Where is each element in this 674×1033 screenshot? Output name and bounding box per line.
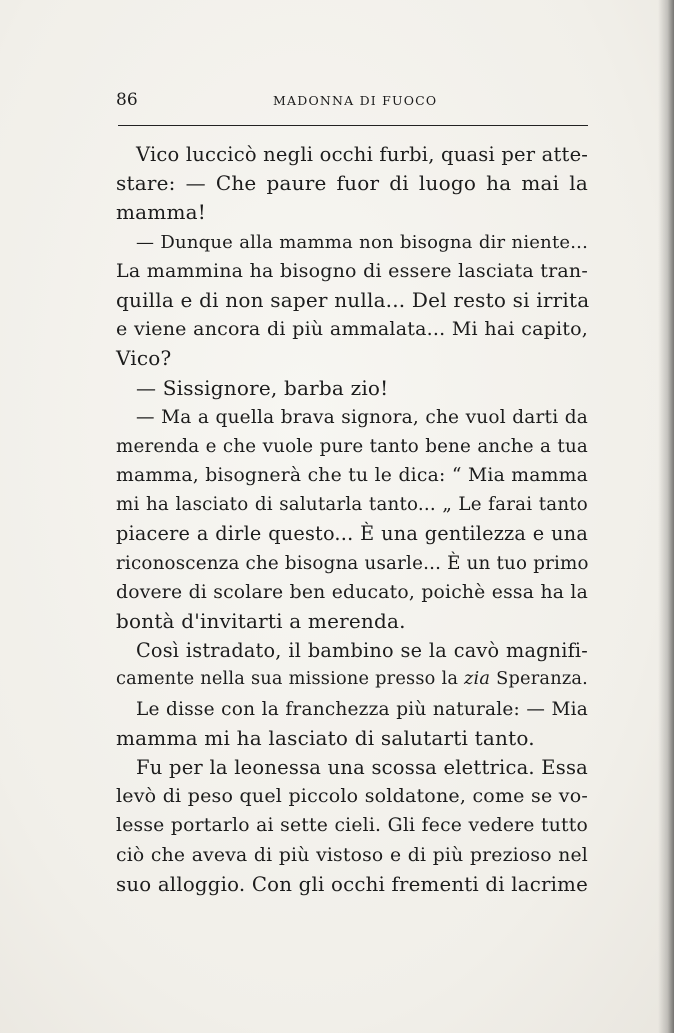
text-line: Fu per la leonessa una scossa elettrica. Essa xyxy=(136,755,588,779)
body-text xyxy=(116,140,588,899)
text-line: Vico luccicò negli occhi furbi, quasi per atte- xyxy=(136,143,589,166)
text-line: levò di peso quel piccolo soldatone, come se vo- xyxy=(116,785,588,808)
text-line: bontà d'invitarti a merenda. xyxy=(116,609,406,633)
text-line: dovere di scolare ben educato, poichè essa ha la xyxy=(116,581,588,603)
italic-word: zia xyxy=(464,669,491,690)
text-line: mamma, bisognerà che tu le dica: “ Mia mamma xyxy=(116,465,588,487)
text-line: — Ma a quella brava signora, che vuol darti da xyxy=(136,406,588,428)
text-line: lesse portarlo ai sette cieli. Gli fece vedere tutto xyxy=(116,815,588,837)
running-head xyxy=(116,90,588,112)
text-line: stare: — Che paure fuor di luogo ha mai la xyxy=(116,171,588,196)
text-line: La mammina ha bisogno di essere lasciata tran- xyxy=(116,259,588,282)
text-line: — Sissignore, barba zio! xyxy=(136,375,389,400)
page-number: 86 xyxy=(116,90,138,110)
text-line: Così istradato, il bambino se la cavò magnifi- xyxy=(136,639,588,663)
text-line: ciò che aveva di più vistoso e di più prezioso nel xyxy=(116,844,588,866)
text-line: Le disse con la franchezza più naturale: — Mia xyxy=(136,698,588,720)
text-line: riconoscenza che bisogna usarle... È un tuo primo xyxy=(116,552,589,574)
text-line: e viene ancora di più ammalata... Mi hai capito, xyxy=(116,318,588,341)
text-line: mi ha lasciato di salutarla tanto... „ Le farai tanto xyxy=(116,494,588,516)
page-edge-shadow xyxy=(658,0,674,1033)
text-line: piacere a dirle questo... È una gentilezza e una xyxy=(116,522,588,546)
text-line: camente nella sua missione presso la zia Speranza. xyxy=(116,669,589,690)
text-line: suo alloggio. Con gli occhi frementi di lacrime xyxy=(116,872,588,896)
running-title: MADONNA DI FUOCO xyxy=(273,93,438,108)
header-rule xyxy=(118,125,588,126)
text-line: quilla e di non saper nulla... Del resto si irrita xyxy=(116,287,590,312)
text-line: merenda e che vuole pure tanto bene anche a tua xyxy=(116,435,588,457)
text-line: — Dunque alla mamma non bisogna dir niente... xyxy=(136,231,588,253)
text-line: mamma! xyxy=(116,200,206,225)
text-line: Vico? xyxy=(116,346,172,371)
text-line: mamma mi ha lasciato di salutarti tanto. xyxy=(116,725,535,750)
